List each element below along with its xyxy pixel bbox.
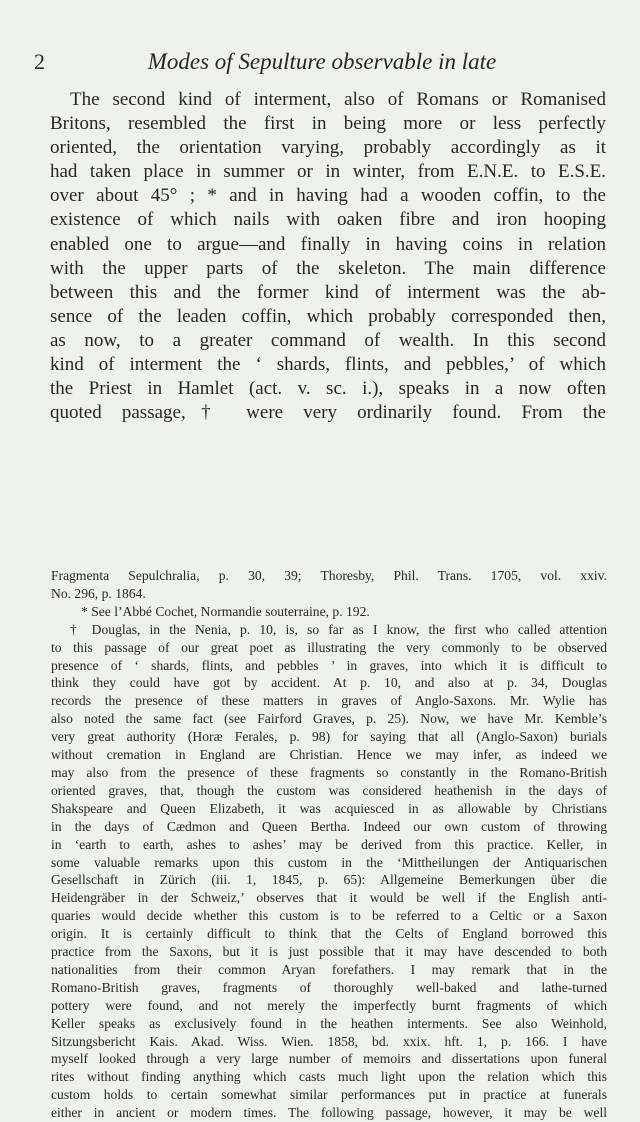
body-line: with the upper parts of the skeleton. The main difference [50,257,606,279]
footnote-line: Romano-British graves, fragments of thoroughly well-baked and lathe-turned [51,979,607,995]
footnote-line: very great authority (Horæ Ferales, p. 98) for saying that all (Anglo-Saxon) burials [51,729,607,745]
body-line: The second kind of interment, also of Romans or Romanised [70,89,606,110]
body-line: between this and the former kind of interment was the ab- [50,281,606,303]
body-line: oriented, the orientation varying, probably accordingly as it [50,137,606,159]
main-paragraph [50,88,606,425]
page-number: 2 [34,49,45,74]
footnote-line: records the presence of these matters in graves of Anglo-Saxons. Mr. Wylie has [51,693,607,709]
footnote-line: to this passage of our great poet as illustrating the very commonly to be observed [51,639,607,655]
footnote-line: custom holds to certain somewhat similar performances put in practice at funerals [51,1087,607,1103]
body-line: kind of interment the ‘ shards, flints, and pebbles,’ of which [50,354,606,376]
body-line: over about 45° ; * and in having had a wooden coffin, to the [50,185,606,207]
body-line: existence of which nails with oaken fibre and iron hooping [50,209,606,231]
footnote-line: may also from the presence of these fragments so constantly in the Romano-British [51,764,607,780]
footnote-line: origin. It is certainly difficult to think that the Celts of England borrowed this [51,926,607,942]
footnote-line: Shakspeare and Queen Elizabeth, it was acquiesced in as allowable by Christians [51,800,607,816]
footnote-line: presence of ‘ shards, flints, and pebbles ’ in graves, into which it is difficult to [51,657,607,673]
body-line: as now, to a greater command of wealth. In this second [50,329,606,351]
body-line: sence of the leaden coffin, which probably corresponded then, [50,305,606,327]
body-line: had taken place in summer or in winter, from E.N.E. to E.S.E. [50,161,606,183]
footnote-line: Gesellschaft in Zürich (iii. 1, 1845, p. 65): Allgemeine Bemerkungen über die [51,872,607,888]
footnote-line: also noted the same fact (see Fairford Graves, p. 25). Now, we have Mr. Kemble’s [51,711,607,727]
body-line: the Priest in Hamlet (act. v. sc. i.), speaks in a now often [50,378,606,400]
footnote-line: in ‘earth to earth, ashes to ashes’ may be derived from this practice. Keller, in [51,836,607,852]
body-line: Britons, resembled the first in being more or less perfectly [50,113,606,135]
footnote-line: rites without finding anything which casts much light upon the relation which this [51,1069,607,1085]
page-header [34,47,610,77]
footnote-line: † Douglas, in the Nenia, p. 10, is, so far as I know, the first who called attention [70,621,607,637]
footnote-line: pottery were found, and not merely the imperfectly burnt fragments of which [51,997,607,1013]
footnote-line: oriented graves, that, though the custom was considered heathenish in the days of [51,782,607,798]
footnote-line: some valuable remarks upon this custom in the ‘Mittheilungen der Antiquarischen [51,854,607,870]
footnote-line: Fragmenta Sepulchralia, p. 30, 39; Thoresby, Phil. Trans. 1705, vol. xxiv. [51,568,607,583]
footnote-line: quaries would decide whether this custom is to be referred to a Celtic or a Saxon [51,908,607,924]
footnote-line: * See l’Abbé Cochet, Normandie souterraine, p. 192. [81,603,370,619]
footnote-line: No. 296, p. 1864. [51,585,146,601]
footnote-line: in the days of Cædmon and Queen Bertha. Indeed our own custom of throwing [51,818,607,834]
footnote-line: nationalities from their common Aryan forefathers. I may remark that in the [51,961,607,977]
body-line: enabled one to argue—and finally in having coins in relation [50,233,606,255]
footnote-line: think they could have got by accident. At p. 10, and also at p. 34, Douglas [51,675,607,691]
running-title: Modes of Sepulture observable in late [147,49,497,74]
footnotes [51,567,607,1122]
footnote-line: myself looked through a very large number of memoirs and dissertations upon funeral [51,1051,607,1067]
footnote-line: Keller speaks as exclusively found in the heathen interments. See also Weinhold, [51,1015,607,1031]
footnote-line: either in ancient or modern times. The following passage, however, it may be well [51,1105,607,1121]
footnote-line: practice from the Saxons, but it is just possible that it may have descended to both [51,944,607,960]
footnote-line: Sitzungsbericht Kais. Akad. Wiss. Wien. 1858, bd. xxix. hft. 1, p. 166. I have [51,1033,607,1049]
footnote-line: without cremation in England are Christian. Hence we may infer, as indeed we [51,747,607,763]
body-line: quoted passage,† were very ordinarily found. From the [50,402,606,424]
footnote-line: Heidengräber in der Schweiz,’ observes that it would be well if the English anti- [51,890,607,906]
